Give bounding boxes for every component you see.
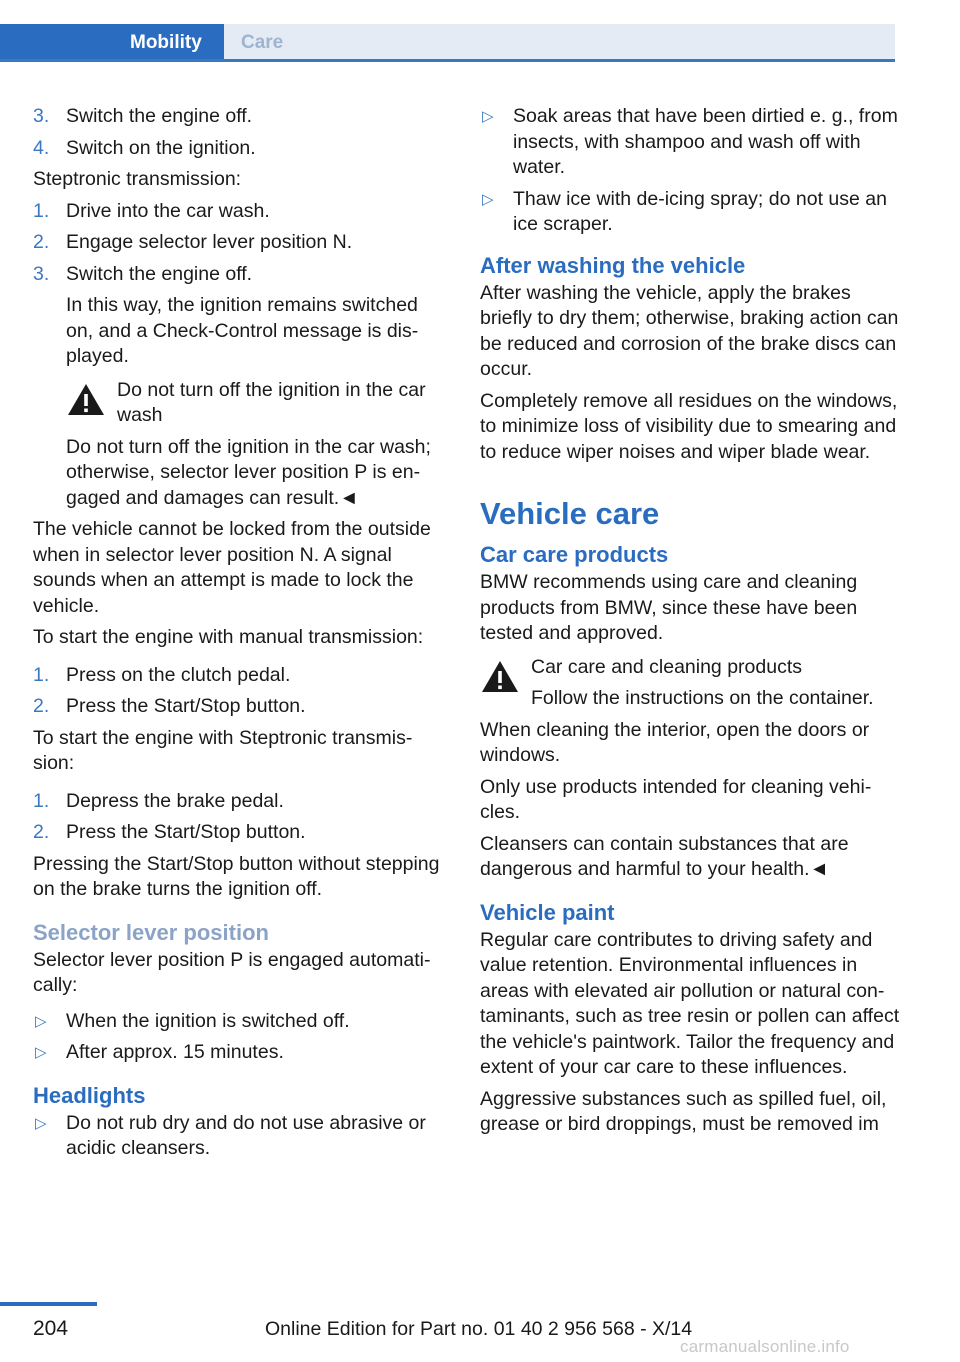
bullet-triangle-icon: ▷ [35,1012,47,1030]
steptronic-start-list [33,789,443,846]
step-note: In this way, the ignition remains switched on, and a Check-Control message is displayed. [66,294,419,367]
warning-body: Do not turn off the ignition in the car wash; otherwise, selector lever position P is engaged and damages can result.◄ [66,435,431,509]
paragraph: After washing the vehicle, apply the brakes briefly to dry them; otherwise, braking action can be reduced and corrosion of the brake discs can occur. [480,281,899,380]
warning-body: Follow the instructions on the container. [531,687,874,709]
paragraph: Pressing the Start/Stop button without stepping on the brake turns the ignition off. [33,852,440,900]
page-header [0,0,895,62]
footer-rule [0,1302,97,1306]
warning-icon [66,382,106,417]
warning-box [480,655,900,712]
list-item: ▷ Soak areas that have been dirtied e. g., from insects, with shampoo and wash off with water. [482,105,898,178]
bullet-triangle-icon: ▷ [35,1044,47,1061]
paragraph: Selector lever position P is engaged automatically: [33,948,431,996]
headlights-bullets [33,1111,443,1162]
bullet-triangle-icon: ▷ [482,190,494,208]
steps-list-continued [33,104,443,161]
list-item: 3. Switch the engine off. In this way, the ignition remains switched on, and a Check-Control message is displayed. Do not turn off the ignition in the car wash Do not turn off the ignition in the car wash; otherwise, selector lever position P is engaged and damages can result.◄ [33,262,443,512]
list-item: ▷ After approx. 15 minutes. [33,1040,443,1066]
tab-mobility-label: Mobility [130,32,202,53]
after-washing-heading: After washing the vehicle [480,252,746,278]
manual-start-list [33,663,443,720]
list-item: 2. Press the Start/Stop button. [33,695,306,717]
vehicle-care-heading: Vehicle care [480,496,660,531]
steptronic-label: Steptronic transmission: [33,168,242,190]
tab-care[interactable] [224,24,895,59]
washing-bullets [480,104,900,238]
list-item: 1. Depress the brake pedal. [33,789,284,812]
paragraph: The vehicle cannot be locked from the outside when in selector lever position N. A signal sounds when an attempt is made to lock the vehicle. [33,518,431,617]
paragraph: To start the engine with manual transmission: [33,626,424,648]
car-care-products-heading: Car care products [480,542,669,567]
right-column [480,104,900,1144]
watermark: carmanualsonline.info [680,1337,850,1356]
list-item: 4. Switch on the ignition. [33,136,256,159]
warning-title: Do not turn off the ignition in the car wash [117,378,426,426]
left-column [33,104,443,1168]
vehicle-paint-heading: Vehicle paint [480,899,615,925]
tab-care-label: Care [241,32,284,53]
bullet-triangle-icon: ▷ [35,1114,47,1132]
headlights-heading: Headlights [33,1082,146,1108]
list-item: ▷ Thaw ice with de-icing spray; do not use an ice scraper. [482,187,887,235]
paragraph: BMW recommends using care and cleaning products from BMW, since these have been tested and approved. [480,571,858,644]
selector-bullets [33,1009,443,1066]
paragraph: When cleaning the interior, open the doors or windows. [480,718,870,766]
selector-lever-heading: Selector lever position [33,919,269,945]
warning-icon [480,659,520,694]
page-number: 204 [33,1317,69,1340]
list-item: 3. Switch the engine off. [33,105,253,127]
list-item: 2. Engage selector lever position N. [33,231,353,253]
warning-box [66,378,443,429]
list-item: 1. Press on the clutch pedal. [33,663,291,686]
paragraph: Only use products intended for cleaning vehicles. [480,775,872,823]
paragraph: Cleansers can contain substances that are dangerous and harmful to your health.◄ [480,832,849,880]
header-rule [0,59,895,62]
paragraph: Aggressive substances such as spilled fuel, oil, grease or bird droppings, must be removed im [480,1087,887,1135]
edition-text: Online Edition for Part no. 01 40 2 956 568 - X/14 [265,1318,693,1340]
list-item: ▷ When the ignition is switched off. [33,1009,443,1035]
list-item: ▷ Do not rub dry and do not use abrasive or acidic cleansers. [35,1111,426,1159]
steptronic-steps-list [33,199,443,512]
paragraph: Regular care contributes to driving safety and value retention. Environmental influences in areas with elevated air pollution or natural contaminants, such as tree resin or pollen can affect the vehicle's paintwork. Tailor the frequency and extent of your car care to these influences. [480,928,900,1078]
warning-title: Car care and cleaning products [531,655,802,678]
paragraph: To start the engine with Steptronic transmission: [33,726,413,774]
paragraph: Completely remove all residues on the windows, to minimize loss of visibility due to smearing and to reduce wiper noises and wiper blade wear. [480,389,898,463]
bullet-triangle-icon: ▷ [482,108,494,125]
list-item: 2. Press the Start/Stop button. [33,821,306,843]
list-item: 1. Drive into the car wash. [33,199,270,222]
